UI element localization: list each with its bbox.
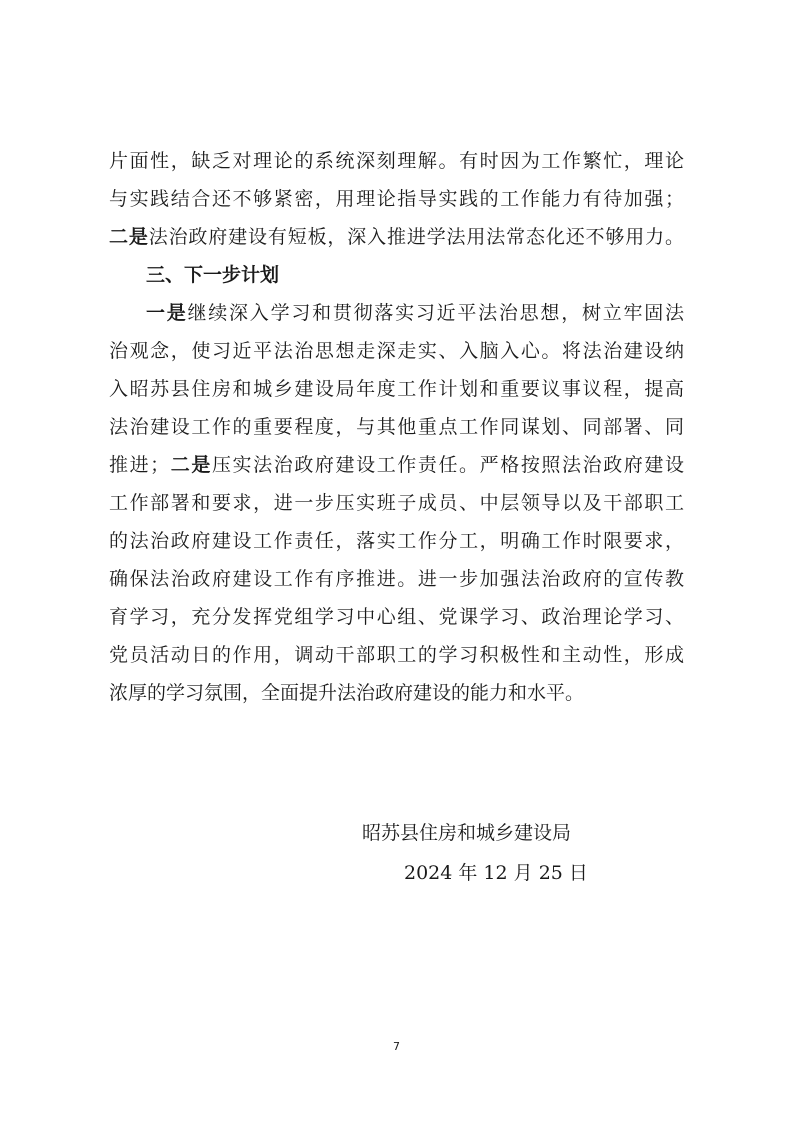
item-marker: 二是 <box>169 454 212 476</box>
body-line: 治观念，使习近平法治思想走深走实、入脑入心。将法治建设纳 <box>109 340 684 362</box>
item-marker: 一是 <box>146 302 188 324</box>
body-text: 压实法治政府建设工作责任。严格按照法治政府建设 <box>211 454 684 476</box>
section-heading: 三、下一步计划 <box>146 264 280 286</box>
body-line: 育学习，充分发挥党组学习中心组、党课学习、政治理论学习、 <box>109 606 684 628</box>
body-line: 的法治政府建设工作责任，落实工作分工，明确工作时限要求， <box>109 530 684 552</box>
page-number: 7 <box>393 1040 400 1053</box>
body-text: 推进； <box>109 454 170 476</box>
body-line: 片面性，缺乏对理论的系统深刻理解。有时因为工作繁忙，理论 <box>109 150 684 172</box>
body-line: 入昭苏县住房和城乡建设局年度工作计划和重要议事议程，提高 <box>109 378 684 400</box>
body-line: 确保法治政府建设工作有序推进。进一步加强法治政府的宣传教 <box>109 568 684 590</box>
signature-date: 2024 年 12 月 25 日 <box>404 862 588 884</box>
body-line <box>146 298 684 328</box>
item-marker: 二是 <box>109 226 149 248</box>
body-line: 法治建设工作的重要程度，与其他重点工作同谋划、同部署、同 <box>109 416 684 438</box>
body-line: 工作部署和要求，进一步压实班子成员、中层领导以及干部职工 <box>109 492 684 514</box>
body-line <box>109 222 684 252</box>
body-line <box>109 450 684 480</box>
signature-organization: 昭苏县住房和城乡建设局 <box>362 822 572 844</box>
body-text: 继续深入学习和贯彻落实习近平法治思想，树立牢固法 <box>187 302 684 324</box>
body-line: 与实践结合还不够紧密，用理论指导实践的工作能力有待加强； <box>109 188 684 210</box>
body-line: 党员活动日的作用，调动干部职工的学习积极性和主动性，形成 <box>109 644 684 666</box>
body-text: 法治政府建设有短板，深入推进学法用法常态化还不够用力。 <box>148 226 684 248</box>
body-line: 浓厚的学习氛围，全面提升法治政府建设的能力和水平。 <box>109 682 585 704</box>
